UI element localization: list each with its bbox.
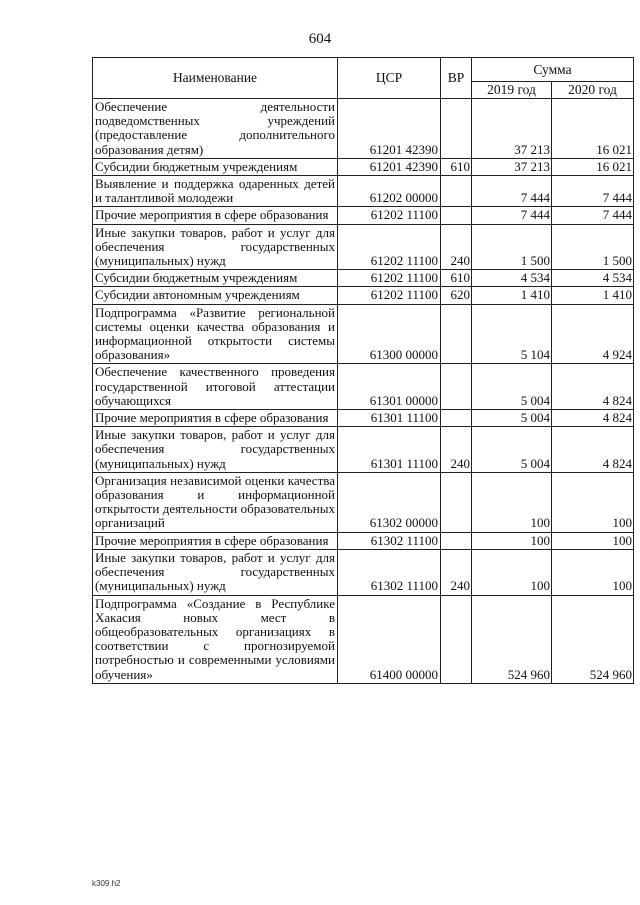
row-csr: 61302 00000 bbox=[338, 472, 441, 532]
row-name: Субсидии автономным учреждениям bbox=[93, 287, 338, 304]
table-row bbox=[93, 207, 634, 224]
row-amount-2020: 4 824 bbox=[552, 427, 634, 473]
row-name: Субсидии бюджетным учреждениям bbox=[93, 158, 338, 175]
table-row bbox=[93, 158, 634, 175]
row-vr: 610 bbox=[441, 158, 472, 175]
table-body bbox=[93, 99, 634, 684]
row-amount-2020: 4 824 bbox=[552, 364, 634, 410]
table-row bbox=[93, 99, 634, 159]
row-name: Подпрограмма «Развитие региональной системы оценки качества образования и информационной открытости системы образования» bbox=[93, 304, 338, 364]
row-amount-2020: 100 bbox=[552, 532, 634, 549]
row-amount-2019: 1 410 bbox=[472, 287, 552, 304]
row-name: Подпрограмма «Создание в Республике Хакасия новых мест в общеобразовательных организациях в соответствии с прогнозируемой потребностью и современными условиями обучения» bbox=[93, 595, 338, 683]
row-vr: 240 bbox=[441, 427, 472, 473]
row-amount-2020: 100 bbox=[552, 472, 634, 532]
row-amount-2019: 100 bbox=[472, 472, 552, 532]
row-csr: 61301 00000 bbox=[338, 364, 441, 410]
row-vr bbox=[441, 472, 472, 532]
row-csr: 61202 11100 bbox=[338, 224, 441, 270]
row-amount-2019: 37 213 bbox=[472, 158, 552, 175]
table-row bbox=[93, 427, 634, 473]
row-vr bbox=[441, 304, 472, 364]
row-amount-2019: 5 004 bbox=[472, 427, 552, 473]
row-amount-2020: 524 960 bbox=[552, 595, 634, 683]
row-vr bbox=[441, 532, 472, 549]
row-amount-2019: 5 004 bbox=[472, 410, 552, 427]
table-row bbox=[93, 224, 634, 270]
table-row bbox=[93, 472, 634, 532]
row-vr: 240 bbox=[441, 549, 472, 595]
row-csr: 61202 11100 bbox=[338, 287, 441, 304]
row-vr bbox=[441, 364, 472, 410]
row-amount-2019: 524 960 bbox=[472, 595, 552, 683]
header-year-2020: 2020 год bbox=[552, 82, 634, 99]
row-amount-2020: 7 444 bbox=[552, 207, 634, 224]
row-name: Выявление и поддержка одаренных детей и талантливой молодежи bbox=[93, 176, 338, 207]
row-name: Обеспечение качественного проведения государственной итоговой аттестации обучающихся bbox=[93, 364, 338, 410]
row-amount-2019: 100 bbox=[472, 532, 552, 549]
row-name: Обеспечение деятельности подведомственных учреждений (предоставление дополнительного образования детям) bbox=[93, 99, 338, 159]
row-amount-2020: 16 021 bbox=[552, 99, 634, 159]
header-csr: ЦСР bbox=[338, 58, 441, 99]
row-csr: 61201 42390 bbox=[338, 158, 441, 175]
row-name: Прочие мероприятия в сфере образования bbox=[93, 207, 338, 224]
row-amount-2019: 7 444 bbox=[472, 176, 552, 207]
table-row bbox=[93, 595, 634, 683]
table-row bbox=[93, 410, 634, 427]
row-amount-2019: 7 444 bbox=[472, 207, 552, 224]
row-name: Организация независимой оценки качества образования и информационной открытости деятельности образовательных организаций bbox=[93, 472, 338, 532]
row-amount-2020: 1 410 bbox=[552, 287, 634, 304]
footer-code: k309 h2 bbox=[92, 879, 121, 888]
row-vr bbox=[441, 595, 472, 683]
row-csr: 61202 11100 bbox=[338, 207, 441, 224]
row-csr: 61301 11100 bbox=[338, 410, 441, 427]
table-row bbox=[93, 549, 634, 595]
row-csr: 61202 11100 bbox=[338, 270, 441, 287]
row-name: Иные закупки товаров, работ и услуг для обеспечения государственных (муниципальных) нужд bbox=[93, 549, 338, 595]
header-sum: Сумма bbox=[472, 58, 634, 82]
row-amount-2019: 37 213 bbox=[472, 99, 552, 159]
row-csr: 61302 11100 bbox=[338, 549, 441, 595]
row-amount-2019: 5 004 bbox=[472, 364, 552, 410]
row-vr bbox=[441, 207, 472, 224]
table-row bbox=[93, 304, 634, 364]
row-name: Иные закупки товаров, работ и услуг для обеспечения государственных (муниципальных) нужд bbox=[93, 427, 338, 473]
row-vr: 240 bbox=[441, 224, 472, 270]
row-amount-2019: 100 bbox=[472, 549, 552, 595]
row-amount-2020: 100 bbox=[552, 549, 634, 595]
row-amount-2020: 4 534 bbox=[552, 270, 634, 287]
row-amount-2020: 4 824 bbox=[552, 410, 634, 427]
budget-table bbox=[92, 57, 634, 684]
row-vr bbox=[441, 410, 472, 427]
row-amount-2020: 4 924 bbox=[552, 304, 634, 364]
header-name: Наименование bbox=[93, 58, 338, 99]
row-name: Прочие мероприятия в сфере образования bbox=[93, 410, 338, 427]
header-vr: ВР bbox=[441, 58, 472, 99]
row-name: Субсидии бюджетным учреждениям bbox=[93, 270, 338, 287]
header-year-2019: 2019 год bbox=[472, 82, 552, 99]
row-amount-2019: 4 534 bbox=[472, 270, 552, 287]
table-row bbox=[93, 287, 634, 304]
row-csr: 61400 00000 bbox=[338, 595, 441, 683]
table-row bbox=[93, 532, 634, 549]
row-name: Иные закупки товаров, работ и услуг для обеспечения государственных (муниципальных) нужд bbox=[93, 224, 338, 270]
table-row bbox=[93, 176, 634, 207]
row-vr: 610 bbox=[441, 270, 472, 287]
row-amount-2019: 5 104 bbox=[472, 304, 552, 364]
row-amount-2020: 1 500 bbox=[552, 224, 634, 270]
row-csr: 61302 11100 bbox=[338, 532, 441, 549]
row-amount-2019: 1 500 bbox=[472, 224, 552, 270]
page-number: 604 bbox=[308, 31, 332, 47]
row-vr: 620 bbox=[441, 287, 472, 304]
row-amount-2020: 16 021 bbox=[552, 158, 634, 175]
row-amount-2020: 7 444 bbox=[552, 176, 634, 207]
row-name: Прочие мероприятия в сфере образования bbox=[93, 532, 338, 549]
row-csr: 61202 00000 bbox=[338, 176, 441, 207]
row-vr bbox=[441, 99, 472, 159]
row-csr: 61301 11100 bbox=[338, 427, 441, 473]
row-csr: 61201 42390 bbox=[338, 99, 441, 159]
table-row bbox=[93, 270, 634, 287]
row-csr: 61300 00000 bbox=[338, 304, 441, 364]
table-row bbox=[93, 364, 634, 410]
row-vr bbox=[441, 176, 472, 207]
